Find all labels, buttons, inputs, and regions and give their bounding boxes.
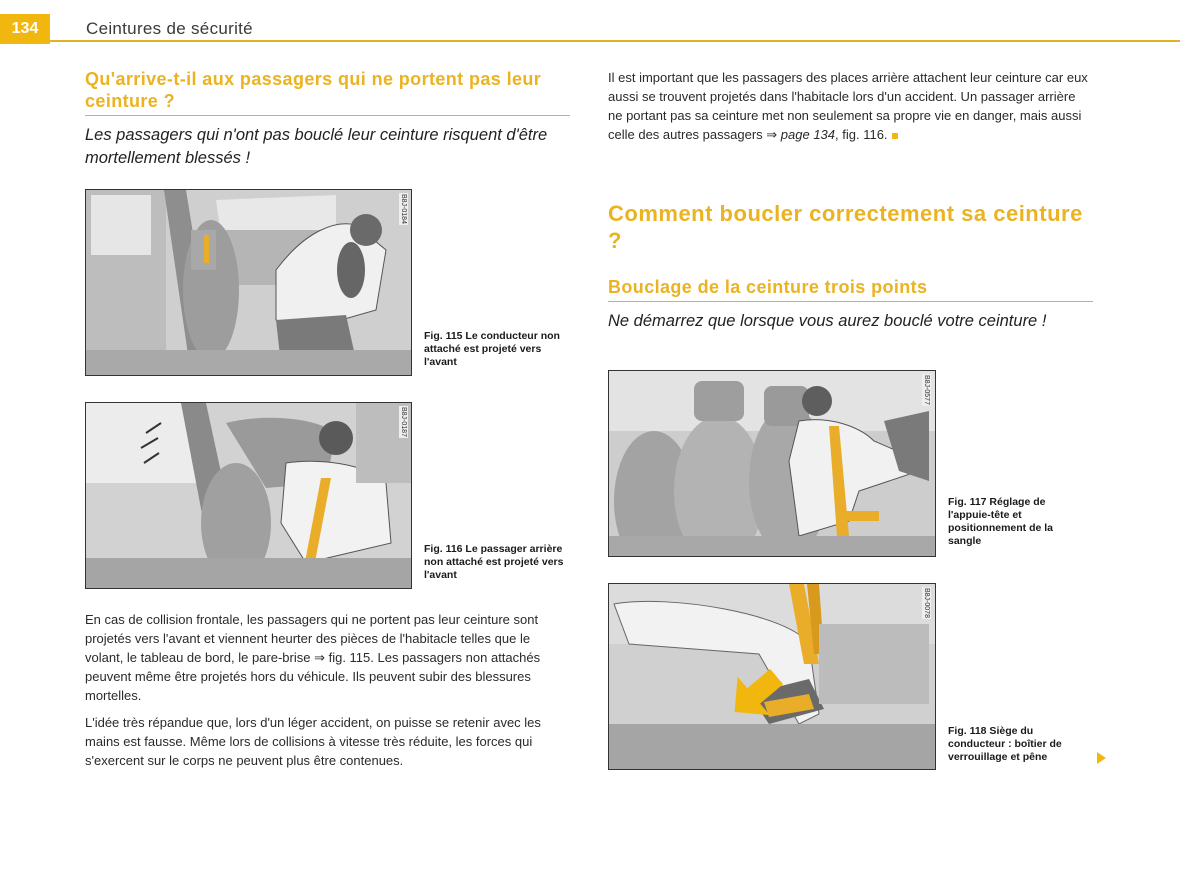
figure-116-caption: Fig. 116 Le passager arrière non attaché est projeté vers l'avant <box>424 543 564 581</box>
right-column-section <box>608 200 1093 333</box>
figure-117-code: B8J-0577 <box>923 375 930 405</box>
hands-paragraph: L'idée très répandue que, lors d'un léger accident, on puisse se retenir avec les mains est fausse. Même lors de collisions à vitesse très réduite, les forces qui s'exercent sur le corps ne peuvent plus être contenues. <box>85 715 541 768</box>
figure-116-code: B8J-0187 <box>400 407 407 437</box>
figure-117-caption: Fig. 117 Réglage de l'appuie-tête et positionnement de la sangle <box>948 496 1054 547</box>
collision-paragraph: En cas de collision frontale, les passagers qui ne portent pas leur ceinture sont projetés vers l'avant et viennent heurter des pièces de l'habitacle telles que le volant, le tableau de bord, le pare-brise ⇒ fig. 115. Les passagers non attachés peuvent même être projetés hors du véhicule. Ils peuvent subir des blessures mortelles. <box>85 612 541 703</box>
left-lead: Les passagers qui n'ont pas bouclé leur ceinture risquent d'être mortellement blessés ! <box>85 126 548 167</box>
driver-thrown-forward-illustration <box>86 190 411 375</box>
figure-115-image <box>85 189 412 376</box>
header-rule <box>50 40 1180 42</box>
rear-passengers-text: Il est important que les passagers des places arrière attachent leur ceinture car eux aussi se trouvent projetés dans l'habitacle lors d'un accident. Un passager arrière ne portant pas sa ceinture met non seulement sa propre vie en danger, mais aussi celle des autres passagers ⇒ <box>608 70 1088 142</box>
headrest-belt-position-illustration <box>609 371 935 556</box>
figure-115-caption: Fig. 115 Le conducteur non attaché est projeté vers l'avant <box>424 330 560 368</box>
buckle-latch-illustration <box>609 584 935 769</box>
page-reference-link[interactable]: page 134 <box>780 127 836 142</box>
figure-118-code: B8J-0078 <box>923 588 930 618</box>
section-heading-how-to-buckle: Comment boucler correctement sa ceinture ? <box>608 201 1083 253</box>
continue-arrow-icon <box>1097 752 1106 764</box>
figure-118-image <box>608 583 936 770</box>
rear-passengers-paragraph <box>608 68 1093 144</box>
left-column-body <box>85 610 570 770</box>
right-lead: Ne démarrez que lorsque vous aurez bouclé votre ceinture ! <box>608 312 1047 330</box>
figure-116-image <box>85 402 412 589</box>
left-column-top <box>85 68 570 170</box>
running-title: Ceintures de sécurité <box>86 19 253 38</box>
figure-115-code: B8J-0184 <box>400 194 407 224</box>
figure-117-image <box>608 370 936 557</box>
figure-reference-link[interactable]: , fig. 116. <box>835 127 888 142</box>
right-column-top <box>608 68 1093 144</box>
end-of-section-marker <box>892 133 898 139</box>
rear-passenger-thrown-illustration <box>86 403 411 588</box>
subsection-heading-three-point: Bouclage de la ceinture trois points <box>608 276 1093 302</box>
section-heading-unbelted: Qu'arrive-t-il aux passagers qui ne portent pas leur ceinture ? <box>85 68 570 116</box>
page-number: 134 <box>0 14 50 44</box>
figure-118-caption: Fig. 118 Siège du conducteur : boîtier de verrouillage et pêne <box>948 725 1062 763</box>
